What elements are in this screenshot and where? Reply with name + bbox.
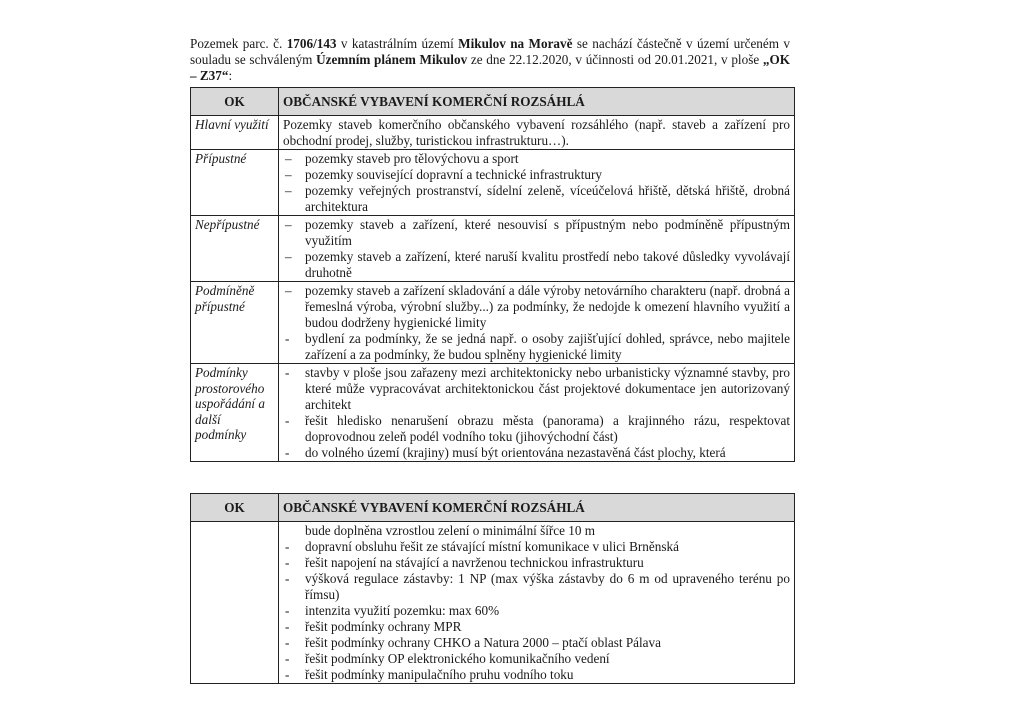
list-item-text: řešit podmínky ochrany CHKO a Natura 2000 – ptačí oblast Pálava [305, 635, 661, 650]
list-item [283, 151, 790, 167]
table-header-row [191, 494, 795, 522]
item-list [283, 539, 790, 683]
list-marker: - [285, 571, 290, 586]
table-row-hlavni [191, 116, 795, 150]
parcel-number: 1706/143 [286, 36, 337, 51]
list-marker: - [285, 619, 290, 634]
list-item [283, 651, 790, 667]
list-marker: - [285, 539, 290, 554]
zone-code-header: OK [191, 494, 279, 522]
list-item-text: pozemky staveb a zařízení skladování a dále výroby netovárního charakteru (např. drobná a řemeslná výroba, výrobní služby...) za podmínky, že nedojde k omezení hlavního využití a budou dodrženy hygienické limity [305, 283, 790, 330]
zone-title-header: OBČANSKÉ VYBAVENÍ KOMERČNÍ ROZSÁHLÁ [279, 88, 795, 116]
list-marker: – [285, 167, 292, 182]
list-item-text: do volného území (krajiny) musí být orientována nezastavěná část plochy, která [305, 445, 726, 460]
list-marker: – [285, 183, 292, 198]
list-item-text: pozemky staveb a zařízení, které nesouvisí s přípustným nebo podmíněně přípustným využitím [305, 217, 790, 248]
intro-text-part: se nachází částečně v území určeném v souladu se schváleným [190, 36, 791, 67]
table-row-pripustne [191, 150, 795, 216]
row-label: Podmíněně přípustné [191, 282, 279, 364]
list-item-text: stavby v ploše jsou zařazeny mezi architektonicky nebo urbanisticky významné stavby, pro které může vypracovávat architektonickou část projektové dokumentace jen autorizovaný architekt [305, 365, 790, 412]
zone-title-header: OBČANSKÉ VYBAVENÍ KOMERČNÍ ROZSÁHLÁ [279, 494, 795, 522]
list-marker: - [285, 365, 290, 380]
list-marker: - [285, 635, 290, 650]
list-item-text: pozemky staveb a zařízení, které naruší kvalitu prostředí nebo takové důsledky vyvolávají druhotně [305, 249, 790, 280]
intro-text-part: v katastrálním území [336, 36, 459, 51]
list-item-text: řešit podmínky ochrany MPR [305, 619, 462, 634]
list-item-text: řešit hledisko nenarušení obrazu města (panorama) a krajinného rázu, respektovat doprovodnou zeleň podél vodního toku (jihovýchodní část) [305, 413, 790, 444]
item-list [283, 151, 790, 215]
item-list [283, 217, 790, 281]
list-marker: - [285, 413, 290, 428]
list-marker: – [285, 283, 292, 298]
list-item [283, 445, 790, 461]
list-item [283, 603, 790, 619]
intro-text-part: Pozemek parc. č. [190, 36, 287, 51]
list-item-text: intenzita využití pozemku: max 60% [305, 603, 500, 618]
list-item-text: pozemky veřejných prostranství, sídelní zeleně, víceúčelová hřiště, dětská hřiště, drobná architektura [305, 183, 790, 214]
list-item-text: pozemky související dopravní a technické infrastruktury [305, 167, 602, 182]
list-item-text: výšková regulace zástavby: 1 NP (max výška zástavby do 6 m od upraveného terénu po římsu) [305, 571, 790, 602]
intro-text [190, 36, 790, 84]
list-item [283, 667, 790, 683]
table-row-podminky [191, 364, 795, 462]
list-item [283, 249, 790, 281]
list-item-text: pozemky staveb pro tělovýchovu a sport [305, 151, 519, 166]
list-item-text: dopravní obsluhu řešit ze stávající místní komunikace v ulici Brněnská [305, 539, 679, 554]
list-item [283, 331, 790, 363]
list-item [283, 183, 790, 215]
row-label: Přípustné [191, 150, 279, 216]
list-item [283, 635, 790, 651]
row-label [191, 522, 279, 684]
list-marker: - [285, 651, 290, 666]
item-list [283, 365, 790, 461]
list-item [283, 571, 790, 603]
regulation-table [190, 87, 795, 462]
list-marker: - [285, 555, 290, 570]
list-item-text: řešit podmínky OP elektronického komunikačního vedení [305, 651, 610, 666]
list-marker: – [285, 249, 292, 264]
list-item-text: bydlení za podmínky, že se jedná např. o osoby zajišťující dohled, správce, nebo majitele zařízení a za podmínky, že budou splněny hygienické limity [305, 331, 790, 362]
zoning-plan-name: Územním plánem Mikulov [316, 52, 468, 67]
cadastral-area: Mikulov na Moravě [458, 36, 573, 51]
row-content [279, 150, 795, 216]
list-item-text: řešit napojení na stávající a navrženou technickou infrastrukturu [305, 555, 644, 570]
table-row-podminene [191, 282, 795, 364]
list-item [283, 413, 790, 445]
zone-code: „OK – Z37“ [190, 52, 790, 83]
list-item [283, 167, 790, 183]
list-marker: - [285, 445, 290, 460]
table-row-nepripustne [191, 216, 795, 282]
row-content [279, 364, 795, 462]
row-label: Nepřípustné [191, 216, 279, 282]
intro-text-part: ze dne 22.12.2020, v účinnosti od 20.01.2021, v ploše [467, 52, 763, 67]
intro-text-part: : [228, 68, 233, 83]
regulation-table-continued [190, 493, 795, 684]
table-row-continued [191, 522, 795, 684]
list-item [283, 539, 790, 555]
list-item [283, 283, 790, 331]
list-marker: - [285, 603, 290, 618]
list-item [283, 619, 790, 635]
list-item [283, 365, 790, 413]
continued-text: bude doplněna vzrostlou zelení o minimální šířce 10 m [305, 523, 596, 538]
zone-code-header: OK [191, 88, 279, 116]
row-label: Hlavní využití [191, 116, 279, 150]
list-item-text: řešit podmínky manipulačního pruhu vodního toku [305, 667, 574, 682]
list-marker: – [285, 217, 292, 232]
row-content [279, 216, 795, 282]
table-header-row [191, 88, 795, 116]
row-content [279, 522, 795, 684]
list-marker: – [285, 151, 292, 166]
row-text: Pozemky staveb komerčního občanského vybavení rozsáhlého (např. staveb a zařízení pro obchodní prodej, služby, turistickou infrastrukturu…). [279, 116, 795, 150]
intro-paragraph [190, 36, 790, 84]
row-label: Podmínky prostorového uspořádání a další podmínky [191, 364, 279, 462]
list-item [283, 555, 790, 571]
item-list [283, 283, 790, 363]
row-content [279, 282, 795, 364]
list-item [283, 217, 790, 249]
list-marker: - [285, 667, 290, 682]
list-marker: - [285, 331, 290, 346]
